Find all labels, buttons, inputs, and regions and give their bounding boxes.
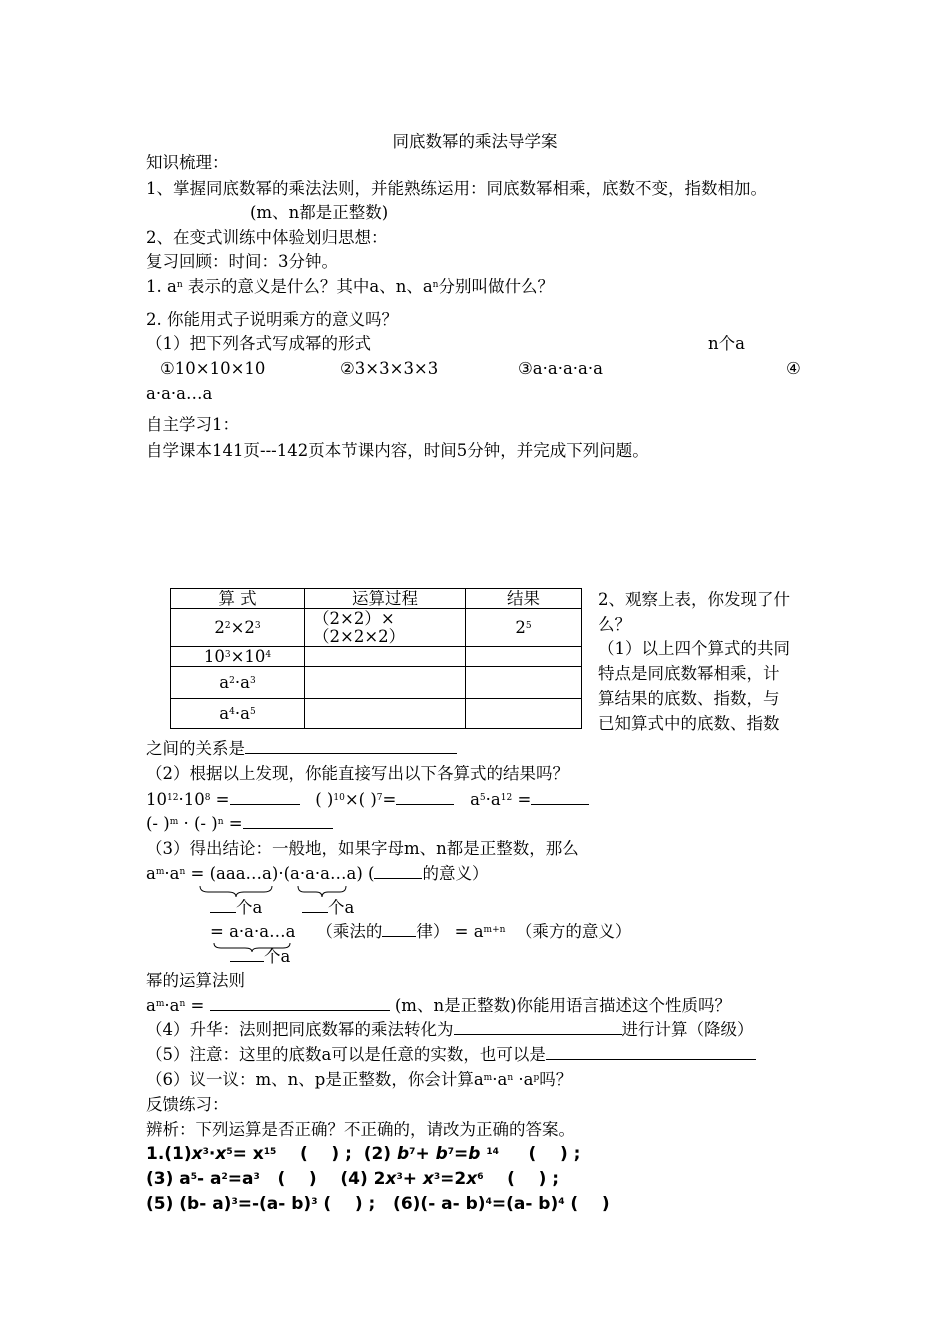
point-5: （5）注意：这里的底数a可以是任意的实数，也可以是 [146,1044,756,1066]
answer-blank[interactable] [245,738,457,754]
exercise-item-1: ①10×10×10 [160,359,266,378]
knowledge-point-2: 2、在变式训练中体验划归思想： [146,228,388,247]
derivation-line-2: = a·a·a…a （乘法的 律） = $a^{m+n}$ （乘方的意义） [210,922,632,941]
self-study-heading: 自主学习1： [146,415,239,434]
brace-icon [198,884,348,898]
observation-line: 2、观察上表，你发现了什 [598,590,790,609]
table-header: 结果 [466,589,582,609]
exercise-line-2: (- )$^m$ · (- )$^n$ = [146,813,333,835]
rule-line: $a^m\cdot a^n = (m$、n是正整数)你能用语言描述这个性质吗？ [146,996,732,1015]
table-header: 算 式 [171,589,305,609]
relation-line: 之间的关系是 [146,738,457,760]
point-6: （6）议一议：m、n、p是正整数，你会计算$a^m\cdot a^n \cdot a^p$吗？ [146,1070,573,1089]
count-label-n: 个a [302,897,354,919]
question-2: 2. 你能用式子说明乘方的意义吗？ [146,310,398,329]
table-cell-result [466,647,582,667]
count-label-m: 个a [210,897,262,919]
question-2-part-1: （1）把下列各式写成幂的形式 [146,334,371,353]
knowledge-point-1-note: (m、n都是正整数) [250,203,389,222]
table-cell-result [466,667,582,699]
table-cell-process: （2×2）×（2×2×2） [305,609,466,647]
table-cell-process [305,647,466,667]
table-cell-expr: $a^4\cdot a^5$ [171,699,305,729]
table-cell-expr: $2^2\times 2^3$ [171,609,305,647]
knowledge-header: 知识梳理： [146,153,229,172]
table-header: 运算过程 [305,589,466,609]
exercise-item-4-expr: a·a·a…a [146,384,213,403]
count-label-total: 个a [230,946,290,968]
observation-line: （1）以上四个算式的共同 [598,639,790,658]
self-study-text: 自学课本141页---142页本节课内容，时间5分钟，并完成下列问题。 [146,441,649,460]
observation-2: （2）根据以上发现，你能直接写出以下各算式的结果吗？ [146,764,569,783]
feedback-heading: 反馈练习： [146,1095,229,1114]
table-cell-expr: $10^3\times 10^4$ [171,647,305,667]
exercise-item-3: ③a·a·a·a·a [518,359,603,378]
exercise-line-1: $10^{12}\cdot 10^8$ = ( )$^{10}$×( )$^7$= $a^5\cdot a^{12}$ = [146,789,589,811]
exponent-table [170,588,582,729]
knowledge-point-1: 1、掌握同底数幂的乘法法则，并能熟练运用：同底数幂相乘，底数不变，指数相加。 [146,179,767,198]
page-title: 同底数幂的乘法导学案 [392,132,558,151]
table-row [171,667,582,699]
judge-instruction: 辨析：下列运算是否正确？不正确的，请改为正确的答案。 [146,1120,575,1139]
observation-3: （3）得出结论：一般地，如果字母m、n都是正整数，那么 [146,839,579,858]
table-cell-process [305,667,466,699]
observation-line: 算结果的底数、指数，与 [598,689,780,708]
derivation-line-1: $a^m\cdot a^n$ = (aaa…a)·(a·a·a…a) ( 的意义） [146,864,489,883]
table-cell-result: $2^5$ [466,609,582,647]
table-cell-process [305,699,466,729]
table-cell-result [466,699,582,729]
n-a-label: n个a [708,334,745,353]
review-heading: 复习回顾：时间：3分钟。 [146,252,338,271]
exercise-item-4: ④ [786,359,801,378]
observation-line: 么？ [598,615,631,634]
table-row [171,699,582,729]
table-cell-expr: $a^2\cdot a^3$ [171,667,305,699]
rule-heading: 幂的运算法则 [146,971,245,990]
exercise-item-2: ②3×3×3×3 [340,359,439,378]
table-row [171,609,582,647]
question-1: 1. $a^n$ 表示的意义是什么？其中a、n、$a^n$分别叫做什么？ [146,277,554,296]
judge-line-3: (5) (b- a)$^3$=-(a- b)$^3$ ( ) ; (6)(- a- b)$^4$=(a- b)$^4$ ( ) [146,1194,610,1214]
point-4: （4）升华：法则把同底数幂的乘法转化为 进行计算（降级） [146,1020,754,1039]
judge-line-1: $1.(1)x^3\cdot x^5= x^{15}$ ( ) ; (2) $b^7+ b^7=b$ $^{14}$ ( ) ; [146,1144,581,1164]
observation-line: 已知算式中的底数、指数 [598,714,780,733]
table-row [171,647,582,667]
observation-line: 特点是同底数幂相乘，计 [598,664,780,683]
judge-line-2: (3) $a^5-$ $a^2=a^3$ ( ) (4) $2x^3+ x^3=2x^6$ ( ) ; [146,1169,560,1189]
